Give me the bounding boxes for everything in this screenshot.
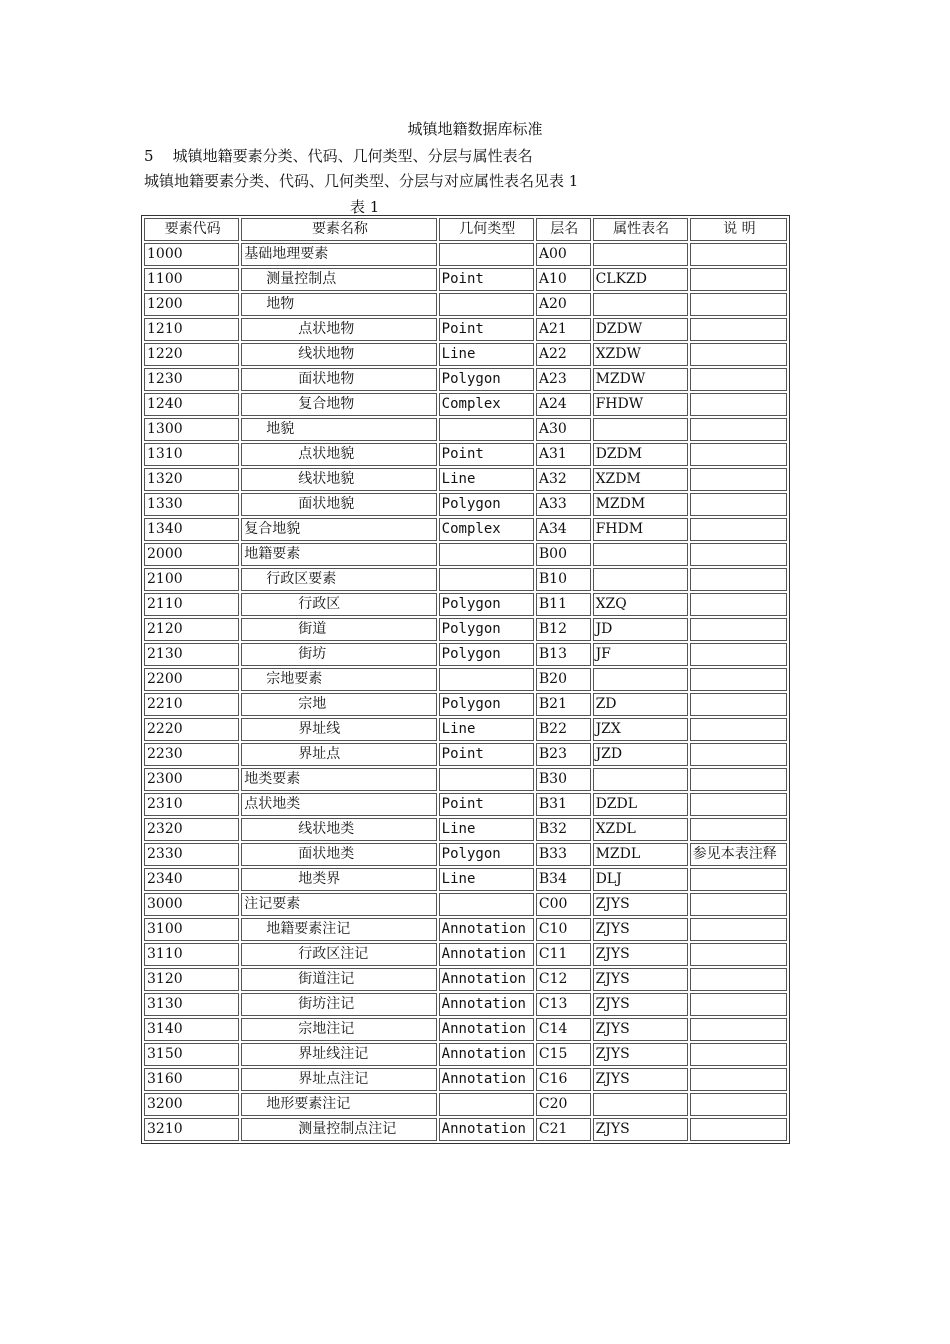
cell-geometry: Complex <box>439 518 534 541</box>
cell-layer: B00 <box>536 543 591 566</box>
table-row <box>144 268 787 291</box>
cell-layer: B33 <box>536 843 591 866</box>
cell-name: 地籍要素 <box>241 543 436 566</box>
table-row <box>144 493 787 516</box>
cell-code: 2330 <box>144 843 239 866</box>
cell-layer: A22 <box>536 343 591 366</box>
cell-note <box>690 718 787 741</box>
table-row <box>144 843 787 866</box>
cell-attribute-table: MZDM <box>593 493 688 516</box>
cell-attribute-table: JF <box>593 643 688 666</box>
cell-note <box>690 1018 787 1041</box>
cell-name: 街坊 <box>241 643 436 666</box>
cell-geometry: Point <box>439 793 534 816</box>
cell-note: 参见本表注释 <box>690 843 787 866</box>
cell-geometry <box>439 568 534 591</box>
cell-attribute-table: ZJYS <box>593 1068 688 1091</box>
cell-attribute-table: ZJYS <box>593 1118 688 1141</box>
cell-geometry: Complex <box>439 393 534 416</box>
cell-attribute-table <box>593 568 688 591</box>
cell-name: 线状地物 <box>241 343 436 366</box>
cell-code: 1210 <box>144 318 239 341</box>
table-row <box>144 343 787 366</box>
cell-name: 宗地 <box>241 693 436 716</box>
cell-layer: A00 <box>536 243 591 266</box>
cell-name: 界址线 <box>241 718 436 741</box>
cell-layer: B23 <box>536 743 591 766</box>
cell-name: 地类要素 <box>241 768 436 791</box>
cell-geometry <box>439 418 534 441</box>
cell-note <box>690 1068 787 1091</box>
cell-geometry: Point <box>439 443 534 466</box>
table-row <box>144 568 787 591</box>
cell-attribute-table <box>593 668 688 691</box>
cell-attribute-table <box>593 768 688 791</box>
table-row <box>144 1068 787 1091</box>
cell-code: 3210 <box>144 1118 239 1141</box>
cell-name: 点状地貌 <box>241 443 436 466</box>
cell-layer: C11 <box>536 943 591 966</box>
table-row <box>144 693 787 716</box>
cell-note <box>690 818 787 841</box>
cell-code: 1300 <box>144 418 239 441</box>
cell-code: 3150 <box>144 1043 239 1066</box>
cell-geometry: Line <box>439 868 534 891</box>
cell-name: 地物 <box>241 293 436 316</box>
cell-layer: C10 <box>536 918 591 941</box>
cell-code: 2300 <box>144 768 239 791</box>
cell-layer: C15 <box>536 1043 591 1066</box>
cell-code: 2200 <box>144 668 239 691</box>
cell-geometry: Polygon <box>439 593 534 616</box>
cell-name: 界址线注记 <box>241 1043 436 1066</box>
cell-code: 2120 <box>144 618 239 641</box>
cell-note <box>690 668 787 691</box>
cell-layer: A31 <box>536 443 591 466</box>
cell-name: 街坊注记 <box>241 993 436 1016</box>
cell-layer: A34 <box>536 518 591 541</box>
cell-geometry: Polygon <box>439 618 534 641</box>
cell-name: 面状地物 <box>241 368 436 391</box>
table-row <box>144 318 787 341</box>
table-row <box>144 293 787 316</box>
table-row <box>144 393 787 416</box>
cell-geometry: Polygon <box>439 643 534 666</box>
cell-layer: A10 <box>536 268 591 291</box>
cell-note <box>690 293 787 316</box>
cell-layer: A32 <box>536 468 591 491</box>
cell-attribute-table: ZD <box>593 693 688 716</box>
cell-code: 2210 <box>144 693 239 716</box>
cell-layer: C20 <box>536 1093 591 1116</box>
header-cell-attribute-table: 属性表名 <box>593 218 688 241</box>
cell-geometry: Line <box>439 818 534 841</box>
cell-code: 2130 <box>144 643 239 666</box>
cell-attribute-table: ZJYS <box>593 968 688 991</box>
cell-geometry: Annotation <box>439 1018 534 1041</box>
table-row <box>144 368 787 391</box>
cell-geometry: Annotation <box>439 1068 534 1091</box>
cell-layer: B13 <box>536 643 591 666</box>
cell-note <box>690 543 787 566</box>
cell-attribute-table: MZDL <box>593 843 688 866</box>
cell-geometry: Annotation <box>439 1118 534 1141</box>
cell-note <box>690 393 787 416</box>
table-header-row <box>144 218 787 241</box>
cell-note <box>690 493 787 516</box>
cell-name: 地形要素注记 <box>241 1093 436 1116</box>
cell-note <box>690 268 787 291</box>
cell-attribute-table <box>593 293 688 316</box>
table-row <box>144 943 787 966</box>
section-heading: 5 城镇地籍要素分类、代码、几何类型、分层与属性表名 <box>144 147 533 165</box>
cell-layer: C13 <box>536 993 591 1016</box>
header-cell-geometry: 几何类型 <box>439 218 534 241</box>
table-row <box>144 1118 787 1141</box>
cell-geometry: Annotation <box>439 968 534 991</box>
cell-layer: A21 <box>536 318 591 341</box>
cell-attribute-table: MZDW <box>593 368 688 391</box>
table-row <box>144 893 787 916</box>
cell-geometry <box>439 293 534 316</box>
cell-attribute-table: CLKZD <box>593 268 688 291</box>
cell-layer: B22 <box>536 718 591 741</box>
cell-name: 面状地貌 <box>241 493 436 516</box>
table-row <box>144 1018 787 1041</box>
cell-code: 1330 <box>144 493 239 516</box>
cell-name: 复合地貌 <box>241 518 436 541</box>
cell-layer: C00 <box>536 893 591 916</box>
cell-layer: B21 <box>536 693 591 716</box>
cell-name: 宗地要素 <box>241 668 436 691</box>
cell-code: 3130 <box>144 993 239 1016</box>
cell-name: 地类界 <box>241 868 436 891</box>
cell-attribute-table: XZDL <box>593 818 688 841</box>
table-row <box>144 743 787 766</box>
cell-attribute-table <box>593 1093 688 1116</box>
table-row <box>144 1043 787 1066</box>
cell-note <box>690 593 787 616</box>
cell-attribute-table <box>593 418 688 441</box>
cell-layer: C14 <box>536 1018 591 1041</box>
cell-layer: A33 <box>536 493 591 516</box>
cell-layer: A24 <box>536 393 591 416</box>
cell-code: 1320 <box>144 468 239 491</box>
cell-code: 1230 <box>144 368 239 391</box>
cell-name: 线状地类 <box>241 818 436 841</box>
document-title: 城镇地籍数据库标准 <box>407 120 543 138</box>
cell-layer: C21 <box>536 1118 591 1141</box>
cell-note <box>690 618 787 641</box>
cell-note <box>690 1118 787 1141</box>
cell-note <box>690 418 787 441</box>
cell-name: 复合地物 <box>241 393 436 416</box>
cell-note <box>690 943 787 966</box>
cell-code: 2320 <box>144 818 239 841</box>
cell-geometry: Line <box>439 468 534 491</box>
cell-note <box>690 893 787 916</box>
cell-code: 3160 <box>144 1068 239 1091</box>
cell-layer: B32 <box>536 818 591 841</box>
cell-note <box>690 993 787 1016</box>
cell-attribute-table <box>593 543 688 566</box>
feature-classification-table <box>141 215 790 1144</box>
cell-note <box>690 343 787 366</box>
cell-layer: A20 <box>536 293 591 316</box>
cell-code: 2340 <box>144 868 239 891</box>
cell-name: 界址点 <box>241 743 436 766</box>
cell-attribute-table: DZDW <box>593 318 688 341</box>
cell-layer: C16 <box>536 1068 591 1091</box>
cell-name: 行政区要素 <box>241 568 436 591</box>
table-row <box>144 968 787 991</box>
cell-attribute-table: XZDW <box>593 343 688 366</box>
cell-note <box>690 1043 787 1066</box>
cell-layer: C12 <box>536 968 591 991</box>
cell-name: 点状地类 <box>241 793 436 816</box>
table-caption: 表 1 <box>350 198 380 216</box>
table-row <box>144 518 787 541</box>
cell-attribute-table: FHDM <box>593 518 688 541</box>
cell-code: 1100 <box>144 268 239 291</box>
cell-attribute-table: JZX <box>593 718 688 741</box>
cell-code: 3100 <box>144 918 239 941</box>
cell-note <box>690 1093 787 1116</box>
cell-code: 3110 <box>144 943 239 966</box>
table-row <box>144 993 787 1016</box>
table-row <box>144 418 787 441</box>
table-row <box>144 543 787 566</box>
cell-code: 2220 <box>144 718 239 741</box>
cell-attribute-table: DZDL <box>593 793 688 816</box>
cell-name: 基础地理要素 <box>241 243 436 266</box>
cell-attribute-table: XZQ <box>593 593 688 616</box>
cell-code: 1000 <box>144 243 239 266</box>
cell-attribute-table: ZJYS <box>593 918 688 941</box>
cell-name: 地籍要素注记 <box>241 918 436 941</box>
cell-name: 面状地类 <box>241 843 436 866</box>
table-row <box>144 1093 787 1116</box>
cell-code: 2100 <box>144 568 239 591</box>
cell-code: 1240 <box>144 393 239 416</box>
cell-note <box>690 743 787 766</box>
cell-attribute-table: ZJYS <box>593 993 688 1016</box>
cell-note <box>690 768 787 791</box>
cell-geometry <box>439 668 534 691</box>
cell-attribute-table: DLJ <box>593 868 688 891</box>
cell-layer: B10 <box>536 568 591 591</box>
cell-note <box>690 518 787 541</box>
cell-layer: B31 <box>536 793 591 816</box>
header-cell-note: 说 明 <box>690 218 787 241</box>
cell-name: 线状地貌 <box>241 468 436 491</box>
cell-attribute-table: JZD <box>593 743 688 766</box>
table-row <box>144 818 787 841</box>
cell-geometry: Annotation <box>439 993 534 1016</box>
cell-geometry: Annotation <box>439 918 534 941</box>
cell-name: 注记要素 <box>241 893 436 916</box>
cell-name: 界址点注记 <box>241 1068 436 1091</box>
cell-layer: B30 <box>536 768 591 791</box>
cell-geometry: Annotation <box>439 1043 534 1066</box>
cell-geometry: Annotation <box>439 943 534 966</box>
table-row <box>144 643 787 666</box>
cell-geometry <box>439 243 534 266</box>
cell-name: 测量控制点注记 <box>241 1118 436 1141</box>
cell-attribute-table: DZDM <box>593 443 688 466</box>
table-row <box>144 618 787 641</box>
cell-layer: B20 <box>536 668 591 691</box>
cell-geometry: Polygon <box>439 368 534 391</box>
cell-note <box>690 868 787 891</box>
cell-geometry: Point <box>439 318 534 341</box>
table-row <box>144 868 787 891</box>
cell-attribute-table: JD <box>593 618 688 641</box>
cell-note <box>690 693 787 716</box>
cell-note <box>690 918 787 941</box>
table-row <box>144 768 787 791</box>
cell-note <box>690 443 787 466</box>
cell-layer: A30 <box>536 418 591 441</box>
cell-name: 点状地物 <box>241 318 436 341</box>
cell-note <box>690 568 787 591</box>
cell-geometry <box>439 768 534 791</box>
cell-geometry: Point <box>439 743 534 766</box>
table-row <box>144 793 787 816</box>
cell-geometry <box>439 1093 534 1116</box>
cell-name: 测量控制点 <box>241 268 436 291</box>
cell-note <box>690 318 787 341</box>
cell-layer: B34 <box>536 868 591 891</box>
cell-attribute-table: XZDM <box>593 468 688 491</box>
table-row <box>144 668 787 691</box>
cell-name: 行政区 <box>241 593 436 616</box>
cell-note <box>690 793 787 816</box>
cell-note <box>690 368 787 391</box>
cell-name: 街道 <box>241 618 436 641</box>
table-row <box>144 468 787 491</box>
cell-note <box>690 468 787 491</box>
cell-code: 1200 <box>144 293 239 316</box>
header-cell-code: 要素代码 <box>144 218 239 241</box>
cell-geometry: Line <box>439 343 534 366</box>
cell-code: 2110 <box>144 593 239 616</box>
cell-code: 2310 <box>144 793 239 816</box>
cell-code: 1310 <box>144 443 239 466</box>
cell-note <box>690 643 787 666</box>
cell-attribute-table: ZJYS <box>593 893 688 916</box>
cell-code: 3000 <box>144 893 239 916</box>
cell-geometry: Polygon <box>439 693 534 716</box>
table-row <box>144 443 787 466</box>
table-row <box>144 243 787 266</box>
cell-geometry: Line <box>439 718 534 741</box>
table-row <box>144 918 787 941</box>
cell-name: 地貌 <box>241 418 436 441</box>
cell-layer: B11 <box>536 593 591 616</box>
cell-attribute-table <box>593 243 688 266</box>
cell-code: 1220 <box>144 343 239 366</box>
cell-attribute-table: ZJYS <box>593 1043 688 1066</box>
cell-code: 2230 <box>144 743 239 766</box>
cell-geometry <box>439 543 534 566</box>
cell-layer: A23 <box>536 368 591 391</box>
cell-name: 街道注记 <box>241 968 436 991</box>
cell-attribute-table: ZJYS <box>593 1018 688 1041</box>
cell-code: 1340 <box>144 518 239 541</box>
header-cell-name: 要素名称 <box>241 218 436 241</box>
cell-name: 宗地注记 <box>241 1018 436 1041</box>
intro-paragraph: 城镇地籍要素分类、代码、几何类型、分层与对应属性表名见表 1 <box>144 172 579 190</box>
table-row <box>144 593 787 616</box>
cell-name: 行政区注记 <box>241 943 436 966</box>
cell-attribute-table: FHDW <box>593 393 688 416</box>
table-row <box>144 718 787 741</box>
cell-geometry: Polygon <box>439 843 534 866</box>
cell-attribute-table: ZJYS <box>593 943 688 966</box>
cell-code: 2000 <box>144 543 239 566</box>
cell-geometry: Point <box>439 268 534 291</box>
cell-layer: B12 <box>536 618 591 641</box>
cell-geometry: Polygon <box>439 493 534 516</box>
cell-note <box>690 968 787 991</box>
cell-geometry <box>439 893 534 916</box>
cell-code: 3140 <box>144 1018 239 1041</box>
cell-note <box>690 243 787 266</box>
header-cell-layer: 层名 <box>536 218 591 241</box>
cell-code: 3200 <box>144 1093 239 1116</box>
cell-code: 3120 <box>144 968 239 991</box>
